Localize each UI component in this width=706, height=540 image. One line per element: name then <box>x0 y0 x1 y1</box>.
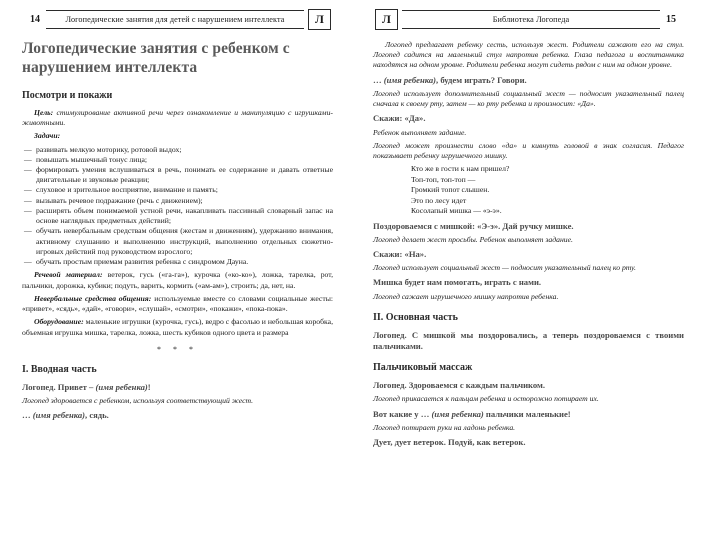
part-title-main: II. Основная часть <box>373 311 458 323</box>
dialog-line: Логопед. Здороваемся с каждым пальчиком. <box>373 380 545 391</box>
verse-block <box>373 164 684 216</box>
speech-material-text: ветерок, гусь («га-га»), курочка («ко-ко»), ложка, тарелка, рот, пальчики, дорожка, кубики; подуть, варить, кормить («ам-ам»), строить; да, нет, на. <box>22 270 333 290</box>
stage-note: Логопед прикасается к пальцам ребенка и осторожно потирает их. <box>373 394 599 404</box>
stage-note: Логопед может произнести слово «да» и кивнуть головой в знак согласия. Педагог показывает ребенку игрушечного мишку. <box>373 140 684 160</box>
publisher-logo-icon: Л <box>308 9 331 30</box>
running-title-left: Логопедические занятия для детей с нарушением интеллекта <box>46 10 304 29</box>
goal-text: стимулирование активной речи через ознакомление и манипуляцию с игрушками-животными. <box>22 107 333 128</box>
right-running-head <box>375 8 682 30</box>
list-item: — слуховое и зрительное восприятие, внимание и память; <box>22 185 333 195</box>
chapter-title: Логопедические занятия с ребенком с нарушением интеллекта <box>22 40 290 76</box>
list-item: — обучать простым приемам развития ребенка с синдромом Дауна. <box>22 257 333 267</box>
equipment-text: маленькие игрушки (курочка, гусь), ведро с фасолью и небольшая коробка, объемная игрушка мишка, тарелка, ложка, шесть кубиков одного цвета и размера <box>22 317 333 337</box>
stage-note: Логопед потирает руки на ладонь ребенка. <box>373 422 516 432</box>
list-item: — формировать умения вслушиваться в речь, понимать ее содержание и давать ответные двигательные и звуковые реакции; <box>22 165 333 185</box>
nonverbal-label: Невербальные средства общения: <box>34 293 152 303</box>
stage-note: Логопед предлагает ребенку сесть, используя жест. Родители сажают его на стул. Логопед садится на маленький стул напротив ребенка. Глаза педагога и воспитанника находятся на одном уровне. Родители ребенка могут сидеть рядом с ним на одном уровне. <box>373 40 684 70</box>
list-item: — вызывать речевое подражание (речь с движением); <box>22 196 333 206</box>
dialog-line: Скажи: «На». <box>373 248 427 259</box>
subsection-title: Пальчиковый массаж <box>373 362 473 374</box>
dialog-line: Скажи: «Да». <box>373 113 426 124</box>
dialog-line: Дует, дует ветерок. Подуй, как ветерок. <box>373 436 526 447</box>
dialog-line: Поздороваемся с мишкой: «Э-э». Дай ручку мишке. <box>373 220 574 231</box>
tasks-list <box>22 145 333 268</box>
list-item: — повышать мышечный тонус лица; <box>22 155 333 165</box>
verse-line: Кто же в гости к нам пришел? <box>411 164 510 174</box>
speech-material-label: Речевой материал: <box>34 270 103 280</box>
part-title-intro: I. Вводная часть <box>22 363 97 375</box>
page-number-right: 15 <box>666 13 676 25</box>
page-number-left: 14 <box>30 13 40 25</box>
goal-label: Цель: <box>34 107 54 117</box>
running-title-right: Библиотека Логопеда <box>402 10 660 29</box>
verse-line: Это по лесу идет <box>411 195 467 205</box>
dialog-line: … (имя ребенка), сядь. <box>22 410 109 421</box>
stage-note: Логопед делает жест просьбы. Ребенок выполняет задание. <box>373 234 573 244</box>
verse-line: Косолапый мишка — «э-э». <box>411 206 502 216</box>
stage-note: Логопед использует социальный жест — подносит указательный палец ко рту. <box>373 263 636 273</box>
left-page <box>6 8 349 532</box>
dialog-line: Мишка будет нам помогать, играть с нами. <box>373 277 542 288</box>
speech-material-paragraph <box>22 270 333 290</box>
dialog-line: … (имя ребенка), будем играть? Говори. <box>373 74 527 85</box>
list-item: — расширять объем понимаемой устной речи, накапливать пассивный словарный запас на основе наглядных предметных действий; <box>22 206 333 226</box>
right-page <box>357 8 700 532</box>
stage-note: Ребенок выполняет задание. <box>373 127 467 137</box>
list-item: — обучать невербальным средствам общения (жестам и движениям), удержанию внимания, активному слушанию и выполнению инструкций, выполнению отдельных сюжетно-игровых действий под руководством взрослого; <box>22 226 333 257</box>
dialog-line: Логопед. Привет – (имя ребенка)! <box>22 381 151 392</box>
nonverbal-text: используемые вместе со словами социальные жесты: «привет», «сядь», «дай», «говори», «слушай», «смотри», «покажи», «пока-пока». <box>22 293 334 314</box>
dialog-line: Вот какие у … (имя ребенка) пальчики маленькие! <box>373 408 571 419</box>
list-item: — развивать мелкую моторику, ротовой выдох; <box>22 145 333 155</box>
section-title: Посмотри и покажи <box>22 89 113 101</box>
stage-note: Логопед здоровается с ребенком, используя соответствующий жест. <box>22 395 254 405</box>
equipment-label: Оборудование: <box>34 317 84 327</box>
stage-note: Логопед сажает игрушечного мишку напротив ребенка. <box>373 291 559 301</box>
dialog-line: Логопед. С мишкой мы поздоровались, а теперь поздороваемся с твоими пальчиками. <box>373 329 684 351</box>
nonverbal-paragraph <box>22 294 333 314</box>
tasks-label: Задачи: <box>34 131 61 141</box>
stage-note: Логопед использует дополнительный социальный жест — подносит указательный палец сначала к своему рту, затем — ко рту ребенка и произносит: «Да». <box>373 88 684 109</box>
verse-line: Громкий топот слышен. <box>411 185 490 195</box>
section-divider: * * * <box>157 344 198 354</box>
left-running-head <box>24 8 331 30</box>
equipment-paragraph <box>22 317 333 337</box>
goal-paragraph <box>22 108 333 128</box>
publisher-logo-icon: Л <box>375 9 398 30</box>
verse-line: Топ-топ, топ-топ — <box>411 174 476 184</box>
